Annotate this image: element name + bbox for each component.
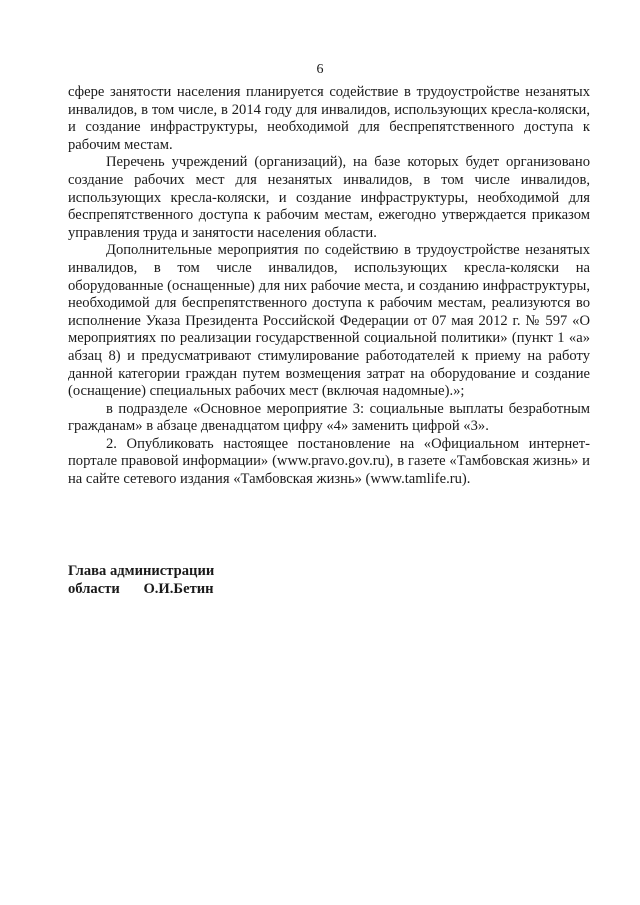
signature-title-line1: Глава администрации	[68, 563, 215, 579]
paragraph-continuation: сфере занятости населения планируется содействие в трудоустройстве незанятых инвалидов, в том числе, в 2014 году для инвалидов, использующих кресла-коляски, и создание инфраструктуры, необходимой для беспрепятственного доступа к рабочим местам.	[68, 84, 590, 153]
paragraph-additional-measures: Дополнительные мероприятия по содействию в трудоустройстве незанятых инвалидов, в том числе инвалидов, использующих кресла-коляски на оборудованные (оснащенные) для них рабочие места, и созданию инфраструктуры, необходимой для беспрепятственного доступа к рабочим местам, реализуются во исполнение Указа Президента Российской Федерации от 07 мая 2012 г. № 597 «О мероприятиях по реализации государственной социальной политики» (пункт 1 «а» абзац 8) и предусматривают стимулирование работодателей к приему на работу данной категории граждан путем возмещения затрат на оборудование и создание (оснащение) специальных рабочих мест (включая надомные).»;	[68, 242, 590, 400]
paragraph-institutions-list: Перечень учреждений (организаций), на базе которых будет организовано создание рабочих мест для незанятых инвалидов, в том числе инвалидов, использующих кресла-коляски, и создание инфраструктуры, необходимой для беспрепятственного доступа к рабочим местам, ежегодно утверждается приказом управления труда и занятости населения области.	[68, 154, 590, 241]
signatory-name: О.И.Бетин	[143, 581, 214, 597]
signature-title-line2: области	[68, 581, 120, 597]
signature-title-row	[68, 580, 368, 598]
paragraph-publication-order: 2. Опубликовать настоящее постановление на «Официальном интернет-портале правовой информации» (www.pravo.gov.ru), в газете «Тамбовская жизнь» и на сайте сетевого издания «Тамбовская жизнь» (www.tamlife.ru).	[68, 435, 590, 488]
document-body	[68, 84, 590, 489]
signature-block	[68, 562, 368, 598]
page-number: 6	[316, 62, 324, 77]
paragraph-subsection-amendment: в подразделе «Основное мероприятие 3: социальные выплаты безработным гражданам» в абзаце двенадцатом цифру «4» заменить цифрой «3».	[68, 400, 590, 435]
